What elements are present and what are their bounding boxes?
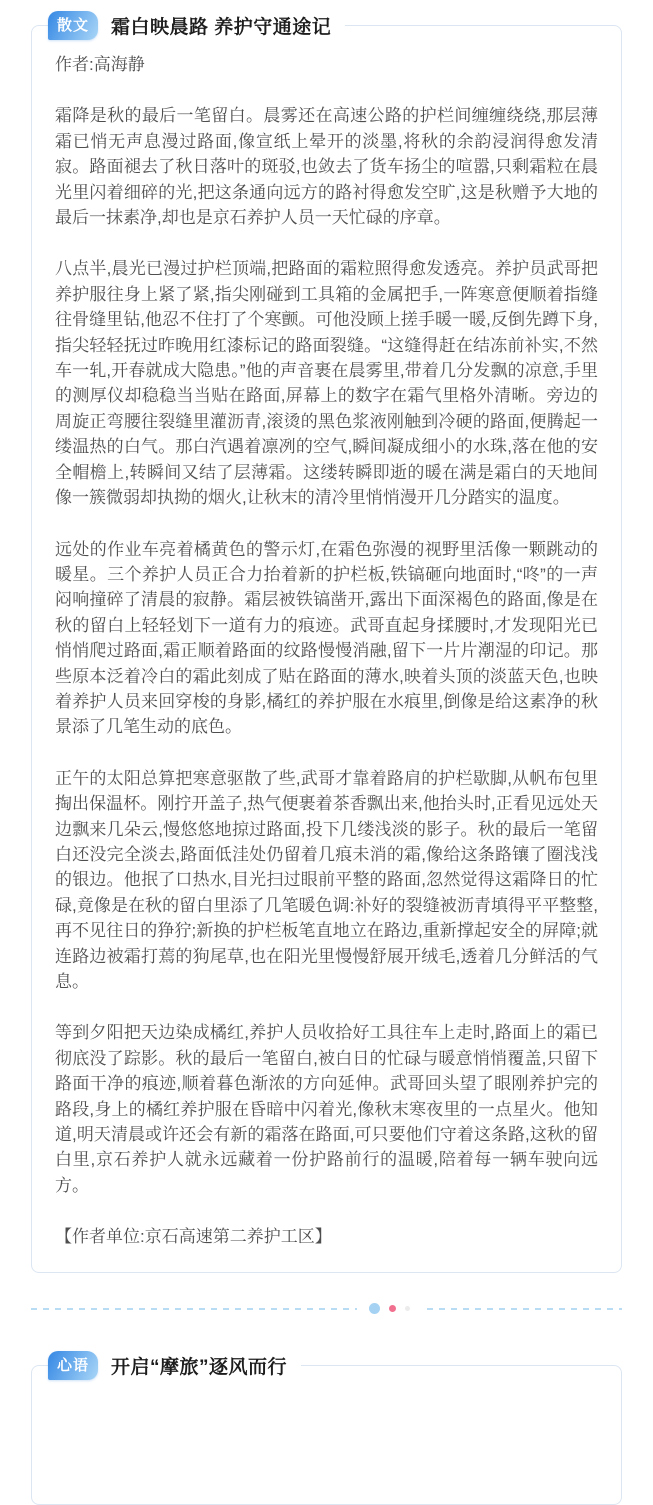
article-header: [48, 11, 345, 40]
divider-dot: [405, 1306, 410, 1311]
author-unit-footer: 【作者单位:京石高速第二养护工区】: [55, 1227, 332, 1247]
paragraph: 霜降是秋的最后一笔留白。晨雾还在高速公路的护栏间缠缠绕绕,那层薄霜已悄无声息漫过路面,像宣纸上晕开的淡墨,将秋的余韵浸润得愈发清寂。路面褪去了秋日落叶的斑驳,也敛去了货车扬尘的喧嚣,只剩霜粒在晨光里闪着细碎的光,把这条通向远方的路衬得愈发空旷,这是秋赠予大地的最后一抹素净,却也是京石养护人员一天忙碌的序章。: [55, 106, 598, 228]
article-card-moto-trip: [31, 1356, 622, 1505]
article-title: 霜白映晨路 养护守通途记: [111, 17, 332, 38]
article-title: 开启“摩旅”逐风而行: [111, 1356, 288, 1378]
article-header: [48, 1351, 301, 1380]
divider-dot: [369, 1303, 380, 1314]
article-body: [55, 103, 598, 1198]
article-card-frost-road: [31, 17, 622, 1273]
page: [0, 17, 653, 1505]
paragraph: 远处的作业车亮着橘黄色的警示灯,在霜色弥漫的视野里活像一颗跳动的暖星。三个养护人员正合力抬着新的护栏板,铁镐砸向地面时,“咚”的一声闷响撞碎了清晨的寂静。霜层被铁镐凿开,露出下面深褐色的路面,像是在秋的留白上轻轻划下一道有力的痕迹。武哥直起身揉腰时,才发现阳光已悄悄爬过路面,霜正顺着路面的纹路慢慢消融,留下一片片潮湿的印记。那些原本泛着冷白的霜此刻成了贴在路面的薄水,映着头顶的淡蓝天色,也映着养护人员来回穿梭的身影,橘红的养护服在水痕里,倒像是给这素净的秋景添了几笔生动的底色。: [55, 539, 598, 737]
paragraph: 正午的太阳总算把寒意驱散了些,武哥才靠着路肩的护栏歇脚,从帆布包里掏出保温杯。刚拧开盖子,热气便裹着茶香飘出来,他抬头时,正看见远处天边飘来几朵云,慢悠悠地掠过路面,投下几缕浅淡的影子。秋的最后一笔留白还没完全淡去,路面低洼处仍留着几痕未消的霜,像给这条路镶了圈浅浅的银边。他抿了口热水,目光扫过眼前平整的路面,忽然觉得这霜降日的忙碌,竟像是在秋的留白里添了几笔暖色调:补好的裂缝被沥青填得平平整整,再不见往日的狰狞;新换的护栏板笔直地立在路边,重新撑起安全的屏障;就连路边被霜打蔫的狗尾草,也在阳光里慢慢舒展开绒毛,透着几分鲜活的气息。: [55, 768, 598, 991]
author-line: 作者:高海静: [55, 55, 145, 74]
divider-dot: [389, 1305, 396, 1312]
paragraph: 八点半,晨光已漫过护栏顶端,把路面的霜粒照得愈发透亮。养护员武哥把养护服往身上紧了紧,指尖刚碰到工具箱的金属把手,一阵寒意便顺着指缝往骨缝里钻,他忍不住打了个寒颤。可他没顾上搓手暖一暖,反倒先蹲下身,指尖轻轻抚过昨晚用红漆标记的路面裂缝。“这缝得赶在结冻前补实,不然车一轧,开春就成大隐患。”他的声音裹在晨雾里,带着几分发飘的凉意,手里的测厚仪却稳稳当当贴在路面,屏幕上的数字在霜气里格外清晰。旁边的周旋正弯腰往裂缝里灌沥青,滚烫的黑色浆液刚触到冷硬的路面,便腾起一缕温热的白气。那白汽遇着凛冽的空气,瞬间凝成细小的水珠,落在他的安全帽檐上,转瞬间又结了层薄霜。这缕转瞬即逝的暖在满是霜白的天地间像一簇微弱却执拗的烟火,让秋末的清冷里悄悄漫开几分踏实的温度。: [55, 259, 598, 508]
category-badge-heart-words: 心语: [48, 1351, 98, 1380]
section-divider: [31, 1308, 622, 1310]
divider-dots: [357, 1302, 422, 1316]
paragraph: 等到夕阳把天边染成橘红,养护人员收拾好工具往车上走时,路面上的霜已彻底没了踪影。秋的最后一笔留白,被白日的忙碌与暖意悄悄覆盖,只留下路面干净的痕迹,顺着暮色渐浓的方向延伸。武哥回头望了眼刚养护完的路段,身上的橘红养护服在昏暗中闪着光,像秋末寒夜里的一点星火。他知道,明天清晨或许还会有新的霜落在路面,可只要他们守着这条路,这秋的留白里,京石养护人就永远藏着一份护路前行的温暖,陪着每一辆车驶向远方。: [55, 1023, 598, 1195]
category-badge-essay: 散文: [48, 11, 98, 40]
